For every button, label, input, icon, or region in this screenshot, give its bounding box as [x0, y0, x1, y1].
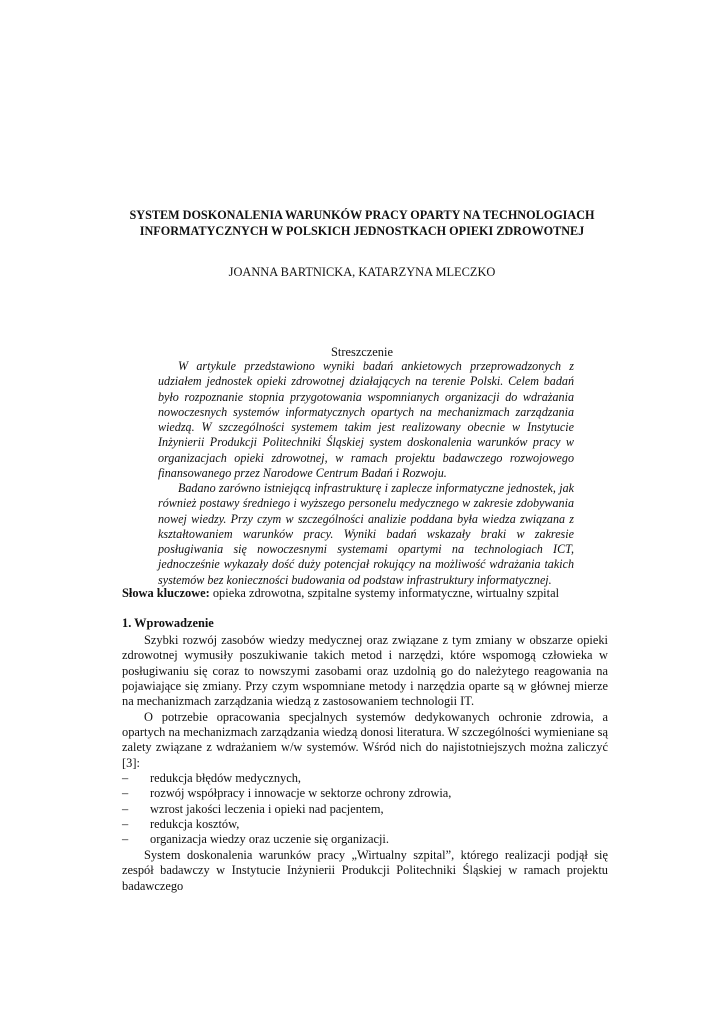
title-line-1: SYSTEM DOSKONALENIA WARUNKÓW PRACY OPARTY NA TECHNOLOGIACH: [129, 208, 595, 222]
abstract-heading: Streszczenie: [331, 345, 393, 359]
body-paragraph-3: System doskonalenia warunków pracy „Wirtualny szpital”, którego realizacji podjął się zespół badawczy w Instytucie Inżynierii Produkcji Politechniki Śląskiej w ramach projektu badawczego: [122, 847, 608, 893]
abstract-paragraph-2: Badano zarówno istniejącą infrastrukturę i zaplecze informatyczne jednostek, jak również postawy średniego i wyższego personelu medycznego w zakresie zdobywania nowej wiedzy. Przy czym w szczególności analizie poddana była wiedza związana z kształtowaniem warunków pracy. Wyniki badań wskazały braki w zakresie posługiwania się nowoczesnymi systemami opartymi na technologiach ICT, jednocześnie wykazały dość duży potencjał rokujący na możliwość wdrażania takich systemów bez konieczności budowania od podstaw infrastruktury informatycznej.: [158, 481, 574, 587]
benefits-list: [122, 771, 608, 848]
list-dash: –: [122, 786, 129, 801]
list-item-text: organizacja wiedzy oraz uczenie się organizacji.: [150, 832, 389, 847]
authors: JOANNA BARTNICKA, KATARZYNA MLECZKO: [228, 265, 496, 279]
keywords-label: Słowa kluczowe:: [122, 586, 210, 600]
list-item: [122, 832, 608, 847]
keywords: [122, 585, 602, 601]
list-dash: –: [122, 771, 129, 786]
list-dash: –: [122, 817, 129, 832]
list-item: [122, 817, 608, 832]
list-item: [122, 802, 608, 817]
list-item: [122, 771, 608, 786]
list-item-text: redukcja kosztów,: [150, 817, 240, 832]
body-paragraph-1: Szybki rozwój zasobów wiedzy medycznej oraz związane z tym zmiany w obszarze opieki zdrowotnej wymusiły poszukiwanie takich metod i narzędzi, które wspomogą człowieka w posługiwaniu się coraz to nowszymi zasobami oraz uzdolnią go do należytego reagowania na pojawiające się zmiany. Przy czym wspomniane metody i narzędzia oparte są w głównej mierze na mechanizmach zarządzania wiedzą z zastosowaniem technologii IT.: [122, 633, 608, 709]
body-text: [122, 633, 608, 894]
list-item-text: rozwój współpracy i innowacje w sektorze ochrony zdrowia,: [150, 786, 452, 801]
list-dash: –: [122, 801, 129, 816]
abstract-paragraph-1: W artykule przedstawiono wyniki badań ankietowych przeprowadzonych z udziałem jednostek opieki zdrowotnej działających na terenie Polski. Celem badań było rozpoznanie stopnia przygotowania wspomnianych organizacji do wdrażania nowoczesnych systemów informatycznych opartych na mechanizmach zarządzania wiedzą. W szczególności systemem takim jest realizowany obecnie w Instytucie Inżynierii Produkcji Politechniki Śląskiej system doskonalenia warunków pracy w organizacjach opieki zdrowotnej, w ramach projektu badawczego rozwojowego finansowanego przez Narodowe Centrum Badań i Rozwoju.: [158, 359, 574, 480]
list-item-text: redukcja błędów medycznych,: [150, 771, 302, 786]
keywords-text: opieka zdrowotna, szpitalne systemy informatyczne, wirtualny szpital: [209, 586, 560, 600]
list-dash: –: [122, 832, 129, 847]
list-item: [122, 786, 608, 801]
title-line-2: INFORMATYCZNYCH W POLSKICH JEDNOSTKACH OPIEKI ZDROWOTNEJ: [139, 224, 585, 238]
abstract: [158, 359, 574, 588]
body-paragraph-2: O potrzebie opracowania specjalnych systemów dedykowanych ochronie zdrowia, a opartych na mechanizmach zarządzania wiedzą donosi literatura. W szczególności wymieniane są zalety związane z wdrażaniem w/w systemów. Wśród nich do najistotniejszych można zaliczyć [3]:: [122, 709, 608, 770]
section-heading: 1. Wprowadzenie: [122, 616, 214, 630]
paper-title: [100, 207, 624, 239]
list-item-text: wzrost jakości leczenia i opieki nad pacjentem,: [150, 801, 384, 816]
